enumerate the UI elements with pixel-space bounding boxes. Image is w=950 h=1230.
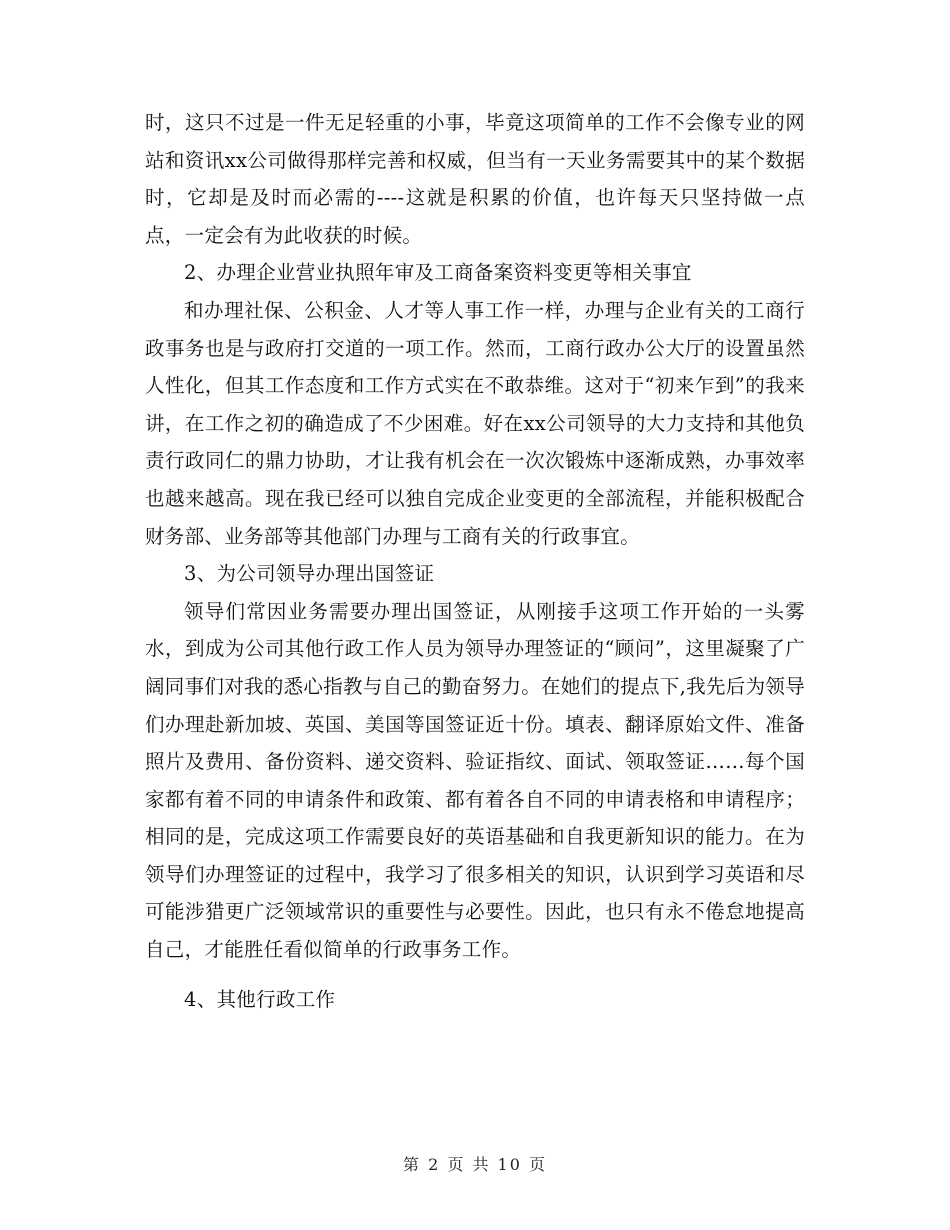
section-3-paragraph: 领导们常因业务需要办理出国签证，从刚接手这项工作开始的一头雾水，到成为公司其他行政工作人员为领导办理签证的“顾问”，这里凝聚了广阔同事们对我的悉心指教与自己的勤奋努力。在她们的提点下,我先后为领导们办理赴新加坡、英国、美国等国签证近十份。填表、翻译原始文件、准备照片及费用、备份资料、递交资料、验证指纹、面试、领取签证……每个国家都有着不同的申请条件和政策、都有着各自不同的申请表格和申请程序；相同的是，完成这项工作需要良好的英语基础和自我更新知识的能力。在为领导们办理签证的过程中，我学习了很多相关的知识，认识到学习英语和尽可能涉猎更广泛领域常识的重要性与必要性。因此，也只有永不倦怠地提高自己，才能胜任看似简单的行政事务工作。 <box>145 599 805 962</box>
section-heading-4: 4、其他行政工作 <box>184 987 336 1011</box>
section-heading-2: 2、办理企业营业执照年审及工商备案资料变更等相关事宜 <box>184 261 692 285</box>
page-number-footer: 第 2 页 共 10 页 <box>403 1155 547 1174</box>
document-body <box>145 104 805 1018</box>
continuation-paragraph: 时，这只不过是一件无足轻重的小事，毕竟这项简单的工作不会像专业的网站和资讯xx公司做得那样完善和权威，但当有一天业务需要其中的某个数据时，它却是及时而必需的----这就是积累的价值，也许每天只坚持做一点点，一定会有为此收获的时候。 <box>145 111 805 247</box>
section-2-paragraph: 和办理社保、公积金、人才等人事工作一样，办理与企业有关的工商行政事务也是与政府打交道的一项工作。然而，工商行政办公大厅的设置虽然人性化，但其工作态度和工作方式实在不敢恭维。这对于“初来乍到”的我来讲，在工作之初的确造成了不少困难。好在xx公司领导的大力支持和其他负责行政同仁的鼎力协助，才让我有机会在一次次锻炼中逐渐成熟，办事效率也越来越高。现在我已经可以独自完成企业变更的全部流程，并能积极配合财务部、业务部等其他部门办理与工商有关的行政事宜。 <box>145 298 805 548</box>
section-heading-3: 3、为公司领导办理出国签证 <box>184 562 435 586</box>
